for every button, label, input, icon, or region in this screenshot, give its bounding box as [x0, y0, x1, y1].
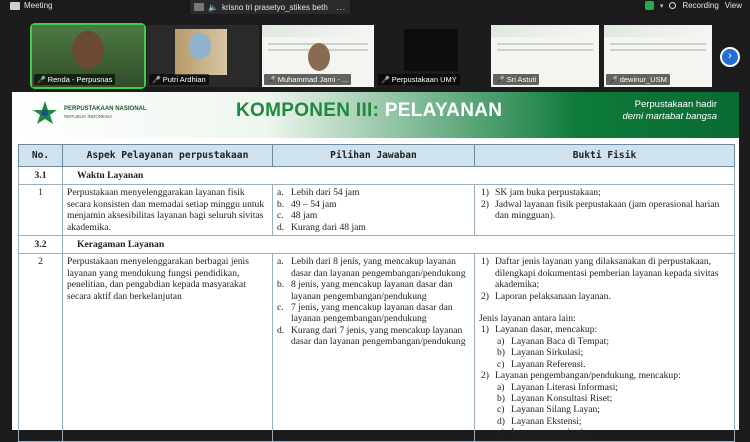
participant-name-tag: 🎤 Muhammad Jami - ... [264, 74, 351, 85]
star-logo-icon [32, 100, 58, 126]
section-row [19, 236, 735, 254]
participant-face [72, 31, 104, 69]
participant-gallery [0, 22, 750, 88]
slide-header [12, 92, 739, 138]
participant-tile[interactable] [32, 25, 144, 87]
list-item: c. 48 jam [277, 210, 318, 222]
share-label: krisno tri prasetyo_stikes beth [221, 2, 328, 12]
column-header: Aspek Pelayanan perpustakaan [63, 145, 273, 167]
sub-list-item: e) Layanan repositori; [497, 427, 586, 439]
service-component-table [18, 144, 735, 442]
participant-name-tag: 🎤 Sri Astuti [493, 74, 539, 85]
sub-list-item: d) Layanan Ekstensi; [497, 415, 582, 427]
list-item: b. 49 – 54 jam [277, 198, 337, 210]
video-off-placeholder [404, 29, 458, 71]
section-title: Keragaman Layanan [63, 236, 735, 254]
section-row [19, 167, 735, 185]
participant-tile[interactable] [604, 25, 712, 87]
row-number: 1 [19, 185, 63, 236]
recording-label[interactable]: Recording [682, 1, 719, 10]
jenis-intro: Jenis layanan antara lain: [479, 313, 576, 325]
sub-list-item: c) Layanan Silang Layan; [497, 404, 600, 416]
meeting-label: Meeting [24, 1, 53, 10]
table-row [19, 185, 735, 236]
bukti-cell [475, 254, 735, 441]
participant-face [189, 33, 211, 59]
row-number: 2 [19, 254, 63, 441]
speaker-icon: 🔈 [208, 2, 218, 12]
table-header-row [19, 145, 735, 167]
list-item: c. 7 jenis, yang mencakup layanan dasar dan layanan pengembangan/pendukung [277, 302, 453, 325]
meeting-title-area [10, 1, 52, 10]
mic-muted-icon: 🎤 [609, 76, 618, 84]
participant-name-tag: 🎤 Putri Ardhian [149, 74, 209, 85]
list-item: 2) Jadwal layanan fisik perpustakaan (jam operasional harian dan mingguan). [481, 198, 720, 222]
column-header: Pilihan Jawaban [273, 145, 475, 167]
screen-share-indicator[interactable] [190, 0, 350, 14]
list-item: d. Kurang dari 48 jam [277, 221, 366, 233]
participant-face [308, 43, 330, 71]
participant-tile[interactable] [376, 25, 488, 87]
participant-tile[interactable] [262, 25, 374, 87]
participant-name-tag: 🎤 dewinur_USM [606, 74, 670, 85]
sub-list-item: b) Layanan Konsultasi Riset; [497, 392, 613, 404]
recording-icon [669, 2, 676, 9]
perpusnas-logo [32, 100, 147, 126]
list-item: 2) Layanan pengembangan/pendukung, mencakup: [481, 370, 681, 382]
security-shield-icon[interactable] [645, 1, 654, 10]
sub-list-item: a) Layanan Baca di Tempat; [497, 335, 609, 347]
column-header: Bukti Fisik [475, 145, 735, 167]
more-options-button[interactable]: ... [336, 2, 346, 12]
share-screen-icon [194, 3, 204, 11]
section-number: 3.2 [19, 236, 63, 254]
slide-title: KOMPONEN III: PELAYANAN [236, 100, 503, 121]
sub-list-item: a) Layanan Literasi Informasi; [497, 381, 619, 393]
pilihan-cell [273, 254, 475, 441]
aspek-cell: Perpustakaan menyelenggarakan berbagai jenis layanan yang mendukung fungsi pendidikan, penelitian, dan pengabdian kepada masyarakat secara aktif dan berkelanjutan [63, 254, 273, 441]
meeting-toolbar [0, 0, 750, 14]
sub-list-item: b) Layanan Sirkulasi; [497, 347, 584, 359]
shared-screen [12, 92, 739, 439]
table-row [19, 254, 735, 441]
list-item: 1) SK jam buka perpustakaan; [481, 187, 601, 199]
view-button[interactable]: View [724, 1, 742, 10]
section-number: 3.1 [19, 167, 63, 185]
bukti-cell [475, 185, 735, 236]
column-header: No. [19, 145, 63, 167]
mic-muted-icon: 🎤 [496, 76, 505, 84]
participant-tile[interactable] [491, 25, 599, 87]
participant-tile[interactable] [147, 25, 259, 87]
participant-name-tag: 🎤 Perpustakaan UMY [378, 74, 460, 85]
section-title: Waktu Layanan [63, 167, 735, 185]
gallery-next-button[interactable]: › [720, 47, 740, 67]
meeting-camera-icon [10, 2, 20, 10]
list-item: b. 8 jenis, yang mencakup layanan dasar dan layanan pengembangan/pendukung [277, 279, 453, 302]
list-item: 1) Daftar jenis layanan yang dilaksanakan di perpustakaan, dilengkapi dokumentasi pemberian layanan kepada sivitas akademika; [481, 256, 719, 291]
logo-text: PERPUSTAKAAN NASIONAL REPUBLIK INDONESIA [64, 106, 147, 119]
list-item: d. Kurang dari 7 jenis, yang mencakup layanan dasar dan layanan pengembangan/pendukung [277, 324, 466, 348]
list-item: a. Lebih dari 8 jenis, yang mencakup layanan dasar dan layanan pengembangan/pendukung [277, 256, 466, 279]
aspek-cell: Perpustakaan menyelenggarakan layanan fisik secara konsisten dan memadai setiap minggu untuk menjamin aksesibilitas layanan bagi seluruh sivitas akademika. [63, 185, 273, 236]
mic-muted-icon: 🎤 [381, 76, 390, 84]
pilihan-cell [273, 185, 475, 236]
list-item: a. Lebih dari 54 jam [277, 187, 360, 199]
sub-list-item: c) Layanan Referensi. [497, 358, 586, 370]
list-item: 2) Laporan pelaksanaan layanan. [481, 290, 611, 302]
chevron-down-icon[interactable]: ▾ [659, 2, 664, 10]
mic-muted-icon: 🎤 [267, 76, 276, 84]
participant-name-tag: 🎤 Renda - Perpusnas [34, 74, 115, 85]
list-item: 1) Layanan dasar, mencakup: [481, 324, 598, 336]
mic-muted-icon: 🎤 [152, 76, 161, 84]
mic-muted-icon: 🎤 [37, 76, 46, 84]
toolbar-right [645, 1, 742, 10]
slide-tagline: Perpustakaan hadir demi martabat bangsa [622, 99, 717, 122]
